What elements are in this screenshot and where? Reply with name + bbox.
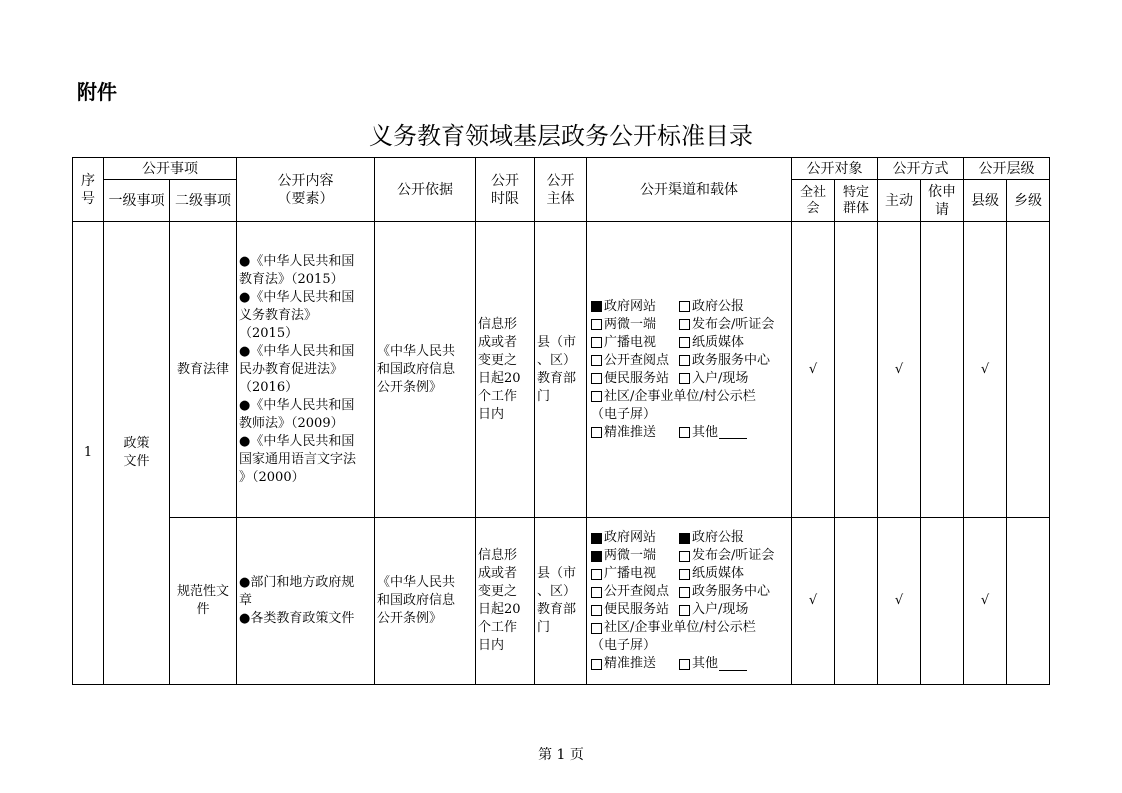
subject-line: 门 (537, 620, 551, 635)
header-basis: 公开依据 (375, 158, 476, 222)
content-line: 教师法》（2009） (239, 415, 344, 431)
time-limit-line: 信息形 (478, 548, 518, 563)
header-audience-specific (835, 180, 878, 222)
subject-line: 县（市 (537, 334, 577, 350)
channel-label: 政府网站 (604, 298, 657, 314)
channel-label: 政务服务中心 (692, 584, 771, 599)
header-content-line2: （要素） (277, 190, 334, 207)
channel-gov-website (591, 529, 679, 547)
time-limit-cell (476, 222, 535, 518)
time-limit-line: 日起20 (478, 602, 521, 617)
time-limit-cell (476, 518, 535, 685)
checkbox (591, 319, 602, 330)
header-subject-line1: 公开 (546, 172, 575, 189)
fill-in-blank (719, 426, 747, 439)
level-town-cell (1007, 518, 1050, 685)
level1-cell (104, 222, 170, 685)
level2-line1: 规范性文 (176, 584, 229, 599)
channel-label: 社区/企事业单位/村公示栏 (604, 620, 756, 635)
header-audience-specific-line2: 群体 (842, 200, 869, 216)
channel-label: （电子屏） (591, 638, 657, 653)
method-request-cell (921, 222, 964, 518)
content-cell (237, 518, 375, 685)
checkbox (591, 587, 602, 598)
checkbox (679, 355, 690, 366)
level-county-cell: √ (964, 222, 1007, 518)
level2-line2: 件 (196, 602, 210, 617)
level1-line1: 政策 (123, 436, 150, 451)
content-line: 民办教育促进法》 (239, 361, 344, 377)
header-time-limit (476, 158, 535, 222)
checkbox (591, 337, 602, 348)
channel-label: 便民服务站 (604, 602, 670, 617)
channel-door-to-door (679, 370, 748, 388)
subject-line: 、区） (537, 584, 577, 599)
header-method: 公开方式 (878, 158, 964, 180)
checkbox (679, 301, 690, 312)
channel-label: 纸质媒体 (692, 334, 745, 350)
channel-label: 社区/企事业单位/村公示栏 (604, 388, 756, 404)
time-limit-line: 日内 (478, 638, 505, 653)
checkbox (591, 391, 602, 402)
channel-press-conference (679, 316, 774, 334)
subject-cell (535, 222, 587, 518)
fill-in-blank (719, 658, 747, 671)
channel-reading-point (591, 352, 679, 370)
subject-line: 、区） (537, 352, 577, 368)
channel-door-to-door (679, 601, 748, 619)
checkbox (679, 337, 690, 348)
header-time-limit-line1: 公开 (491, 172, 519, 189)
channel-label: 政府公报 (692, 530, 745, 545)
header-audience: 公开对象 (792, 158, 878, 180)
header-level: 公开层级 (964, 158, 1050, 180)
checkbox (679, 569, 690, 580)
audience-all-cell: √ (792, 518, 835, 685)
channel-label: 其他 (692, 424, 719, 440)
checkbox (591, 301, 602, 312)
channel-label: 两微一端 (604, 316, 657, 332)
content-line: （2015） (239, 325, 299, 341)
method-request-cell (921, 518, 964, 685)
channel-bulletin-board (591, 619, 756, 637)
checkbox (591, 427, 602, 438)
time-limit-line: 个工作 (478, 388, 518, 404)
time-limit-line: 日起20 (478, 370, 521, 386)
checkbox (591, 355, 602, 366)
audience-all-cell: √ (792, 222, 835, 518)
checkbox (591, 533, 602, 544)
content-line: ●《中华人民共和国 (239, 397, 355, 413)
basis-line: 和国政府信息 (377, 361, 456, 377)
time-limit-line: 个工作 (478, 620, 518, 635)
channels-cell (587, 222, 792, 518)
checkbox (679, 427, 690, 438)
channel-label: 政务服务中心 (692, 352, 771, 368)
channel-label: 入户/现场 (692, 370, 749, 386)
basis-line: 公开条例》 (377, 611, 443, 626)
checkbox (679, 551, 690, 562)
content-line: 教育法》（2015） (239, 271, 344, 287)
header-content (237, 158, 375, 222)
time-limit-line: 信息形 (478, 316, 518, 332)
checkbox (679, 587, 690, 598)
channel-broadcast-tv (591, 565, 679, 583)
checkbox (591, 569, 602, 580)
basis-line: 《中华人民共 (377, 343, 456, 359)
channel-label: 广播电视 (604, 566, 657, 581)
basis-line: 《中华人民共 (377, 575, 456, 590)
basis-cell (375, 518, 476, 685)
header-method-active: 主动 (878, 180, 921, 222)
channel-service-center (679, 583, 770, 601)
header-level-county: 县级 (964, 180, 1007, 222)
subject-line: 教育部 (537, 602, 577, 617)
channel-label: 政府公报 (692, 298, 745, 314)
time-limit-line: 变更之 (478, 584, 518, 599)
header-subject-line2: 主体 (546, 190, 575, 207)
content-cell (237, 222, 375, 518)
channel-label: 公开查阅点 (604, 584, 670, 599)
channel-label: 便民服务站 (604, 370, 670, 386)
level-county-cell: √ (964, 518, 1007, 685)
time-limit-line: 成或者 (478, 334, 518, 350)
content-line: 》（2000） (239, 469, 305, 485)
channel-paper-media (679, 565, 744, 583)
audience-specific-cell (835, 518, 878, 685)
header-level-town: 乡级 (1007, 180, 1050, 222)
content-line: ●部门和地方政府规 (239, 575, 355, 590)
header-content-line1: 公开内容 (277, 172, 334, 189)
content-line: 国家通用语言文字法 (239, 451, 357, 467)
channel-label: 广播电视 (604, 334, 657, 350)
checkbox (591, 551, 602, 562)
channel-label: 精准推送 (604, 656, 657, 671)
header-audience-all-line2: 会 (806, 200, 820, 216)
channel-two-micro (591, 316, 679, 334)
method-active-cell: √ (878, 222, 921, 518)
channel-label: 发布会/听证会 (692, 548, 775, 563)
header-level1: 一级事项 (104, 180, 170, 222)
channel-precise-push (591, 424, 679, 442)
channel-gov-gazette (679, 529, 744, 547)
channel-label: 精准推送 (604, 424, 657, 440)
channel-label: 公开查阅点 (604, 352, 670, 368)
channel-service-center (679, 352, 770, 370)
time-limit-line: 变更之 (478, 352, 518, 368)
header-seq: 序号 (73, 158, 104, 222)
content-line: 义务教育法》 (239, 307, 318, 323)
checkbox (679, 319, 690, 330)
header-matters: 公开事项 (104, 158, 237, 180)
checkbox (679, 533, 690, 544)
channel-service-station (591, 601, 679, 619)
checkbox (591, 605, 602, 616)
channel-paper-media (679, 334, 744, 352)
checkbox (591, 659, 602, 670)
content-line: ●《中华人民共和国 (239, 343, 355, 359)
audience-specific-cell (835, 222, 878, 518)
time-limit-line: 日内 (478, 406, 505, 422)
level1-line2: 文件 (123, 454, 150, 469)
header-channels: 公开渠道和载体 (587, 158, 792, 222)
channel-bulletin-board (591, 388, 756, 406)
time-limit-line: 成或者 (478, 566, 518, 581)
channel-gov-website (591, 298, 679, 316)
channels-cell (587, 518, 792, 685)
method-active-cell: √ (878, 518, 921, 685)
channel-other (679, 424, 747, 442)
channel-reading-point (591, 583, 679, 601)
header-time-limit-line2: 时限 (491, 190, 519, 207)
content-line: （2016） (239, 379, 299, 395)
attachment-label: 附件 (77, 80, 117, 104)
content-line: ●《中华人民共和国 (239, 433, 355, 449)
header-audience-all-line1: 全社 (799, 184, 826, 200)
checkbox (591, 623, 602, 634)
channel-label: （电子屏） (591, 406, 657, 422)
checkbox (591, 373, 602, 384)
disclosure-catalog-table (72, 157, 1050, 685)
channel-broadcast-tv (591, 334, 679, 352)
subject-line: 教育部 (537, 370, 577, 386)
checkbox (679, 659, 690, 670)
table-row (73, 518, 1050, 685)
channel-label: 入户/现场 (692, 602, 749, 617)
table-row (73, 222, 1050, 518)
basis-line: 公开条例》 (377, 379, 443, 395)
level2-cell (170, 518, 237, 685)
channel-label: 其他 (692, 656, 719, 671)
header-method-request: 依申请 (921, 180, 964, 222)
level-town-cell (1007, 222, 1050, 518)
content-line: ●《中华人民共和国 (239, 253, 355, 269)
basis-cell (375, 222, 476, 518)
checkbox (679, 605, 690, 616)
subject-line: 县（市 (537, 566, 577, 581)
channel-press-conference (679, 547, 774, 565)
channel-label: 发布会/听证会 (692, 316, 775, 332)
header-level2: 二级事项 (170, 180, 237, 222)
channel-label: 政府网站 (604, 530, 657, 545)
subject-line: 门 (537, 388, 551, 404)
checkbox (679, 373, 690, 384)
channel-service-station (591, 370, 679, 388)
page-number: 第 1 页 (538, 747, 584, 763)
subject-cell (535, 518, 587, 685)
channel-label: 两微一端 (604, 548, 657, 563)
header-audience-specific-line1: 特定 (842, 184, 869, 200)
header-subject (535, 158, 587, 222)
header-audience-all (792, 180, 835, 222)
seq-cell: 1 (73, 222, 104, 685)
channel-precise-push (591, 655, 679, 673)
level2-cell: 教育法律 (170, 222, 237, 518)
content-line: ●各类教育政策文件 (239, 611, 355, 626)
content-line: ●《中华人民共和国 (239, 289, 355, 305)
channel-gov-gazette (679, 298, 744, 316)
channel-label: 纸质媒体 (692, 566, 745, 581)
document-title: 义务教育领域基层政务公开标准目录 (369, 122, 753, 150)
channel-other (679, 655, 747, 673)
basis-line: 和国政府信息 (377, 593, 456, 608)
channel-two-micro (591, 547, 679, 565)
content-line: 章 (239, 593, 253, 608)
